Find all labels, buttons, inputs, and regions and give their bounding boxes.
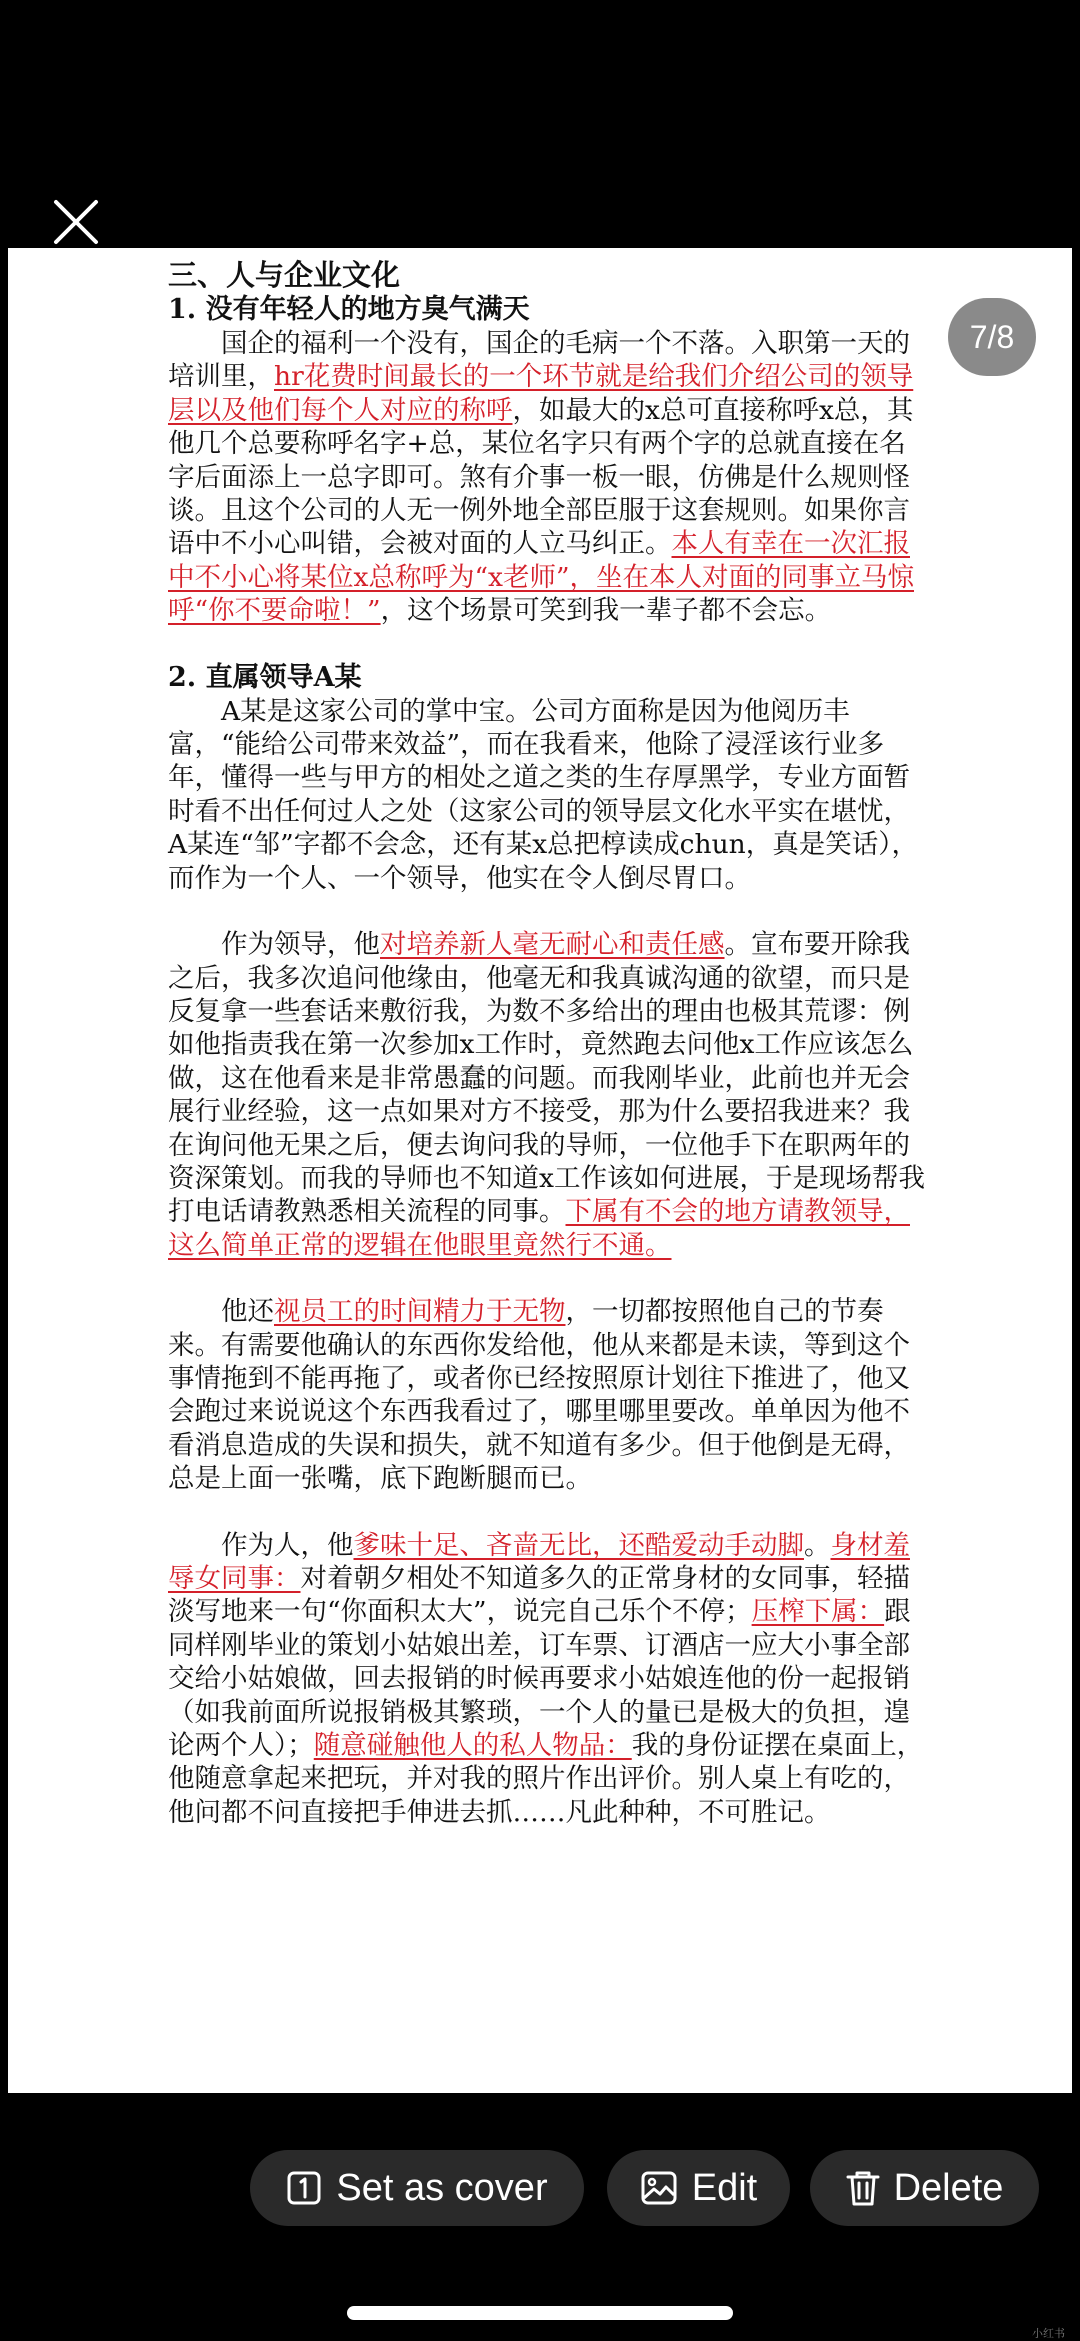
cover-icon [286,2170,322,2206]
paragraph-4: 他还视员工的时间精力于无物，一切都按照他自己的节奏来。有需要他确认的东西你发给他，他从来都是未读，等到这个事情拖到不能再拖了，或者你已经按照原计划往下推进了，他又会跑过来说说这个东西我看过了，哪里哪里要改。单单因为他不看消息造成的失误和损失，就不知道有多少。但于他倒是无碍，总是上面一张嘴，底下跑断腿而已。 [168,1296,910,1495]
page-indicator: 7/8 [948,298,1036,376]
watermark: 小红书 [1032,2328,1065,2340]
heading-2: 2. 直属领导A某 [168,661,362,693]
delete-button[interactable] [810,2150,1039,2226]
home-indicator[interactable] [347,2306,733,2320]
heading-1: 1. 没有年轻人的地方臭气满天 [168,294,530,325]
edit-button[interactable] [607,2150,790,2226]
delete-label: Delete [893,2166,1004,2209]
paragraph-3: 作为领导，他对培养新人毫无耐心和责任感。宣布要开除我之后，我多次追问他缘由，他毫无和我真诚沟通的欲望，而只是反复拿一些套话来敷衍我，为数不多给出的理由也极其荒谬：例如他指责我在第一次参加x工作时，竟然跑去问他x工作应该怎么做，这在他看来是非常愚蠢的问题。而我刚毕业，此前也并无会展行业经验，这一点如果对方不接受，那为什么要招我进来？我在询问他无果之后，便去询问我的导师，一位他手下在职两年的资深策划。而我的导师也不知道x工作该如何进展，于是现场帮我打电话请教熟悉相关流程的同事。下属有不会的地方请教领导，这么简单正常的逻辑在他眼里竟然行不通。 [168,929,925,1261]
set-as-cover-button[interactable] [250,2150,584,2226]
document-page [8,248,1072,2093]
paragraph-1: 国企的福利一个没有，国企的毛病一个不落。入职第一天的培训里，hr花费时间最长的一个环节就是给我们介绍公司的领导层以及他们每个人对应的称呼，如最大的x总可直接称呼x总，其他几个总要称呼名字+总，某位名字只有两个字的总就直接在名字后面添上一总字即可。煞有介事一板一眼，仿佛是什么规则怪谈。且这个公司的人无一例外地全部臣服于这套规则。如果你言语中不小心叫错，会被对面的人立马纠正。本人有幸在一次汇报中不小心将某位x总称呼为“x老师”，坐在本人对面的同事立马惊呼“你不要命啦！”，这个场景可笑到我一辈子都不会忘。 [168,328,914,627]
edit-label: Edit [691,2166,758,2209]
paragraph-5: 作为人，他爹味十足、吝啬无比，还酷爱动手动脚。身材羞辱女同事：对着朝夕相处不知道多久的正常身材的女同事，轻描淡写地来一句“你面积太大”，说完自己乐个不停；压榨下属：跟同样刚毕业的策划小姑娘出差，订车票、订酒店一应大小事全部交给小姑娘做，回去报销的时候再要求小姑娘连他的份一起报销（如我前面所说报销极其繁琐，一个人的量已是极大的负担，遑论两个人）；随意碰触他人的私人物品：我的身份证摆在桌面上，他随意拿起来把玩，并对我的照片作出评价。别人桌上有吃的，他问都不问直接把手伸进去抓……凡此种种，不可胜记。 [168,1529,924,1828]
image-edit-icon [640,2170,678,2206]
close-icon[interactable] [50,196,102,248]
document-text [168,258,928,1829]
paragraph-2: A某是这家公司的掌中宝。公司方面称是因为他阅历丰富，“能给公司带来效益”，而在我看来，他除了浸淫该行业多年，懂得一些与甲方的相处之道之类的生存厚黑学，专业方面暂时看不出任何过人之处（这家公司的领导层文化水平实在堪忧，A某连“邹”字都不会念，还有某x总把椁读成chun，真是笑话），而作为一个人、一个领导，他实在令人倒尽胃口。 [168,695,918,894]
trash-icon [846,2169,880,2207]
set-as-cover-label: Set as cover [336,2166,548,2209]
section-title: 三、人与企业文化 [168,258,401,292]
